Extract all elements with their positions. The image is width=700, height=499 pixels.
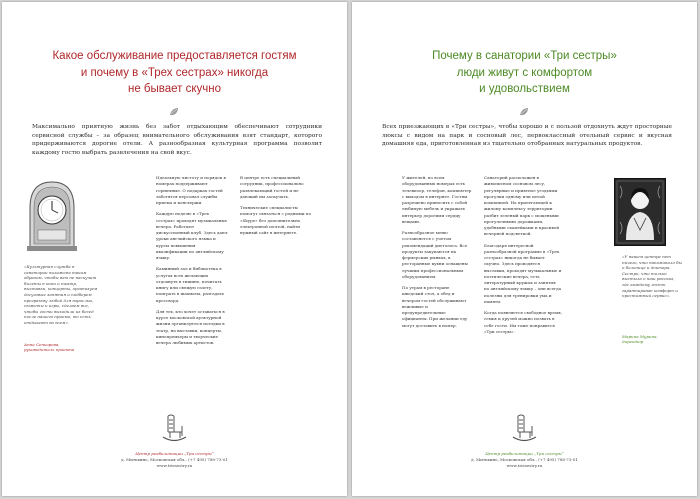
right-column-2: Санаторий расположен в живописном сосновом лесу, регулярные и приятное угодьями прогулки одному или целой компанией. На прилегающей к жилому комплексу территории разбит зеленый парк с мощеными прогулочными дорожками, удобными скамейками и красивой вечерней подсветкой. Благодаря интересной разнообразной программе в «Трех сестрах» никогда не бывает скучно. Здесь проводятся выставки, проходят музыкальные и поэтические вечера, есть литературный кружок и занятия по английскому языку – они всегда полезны для тренировки ума и памяти. Когда появляется свободное время, семья и друзей можно позвать в себе гости. Им тоже понравится «Три сестры». <box>484 175 563 334</box>
right-column-1: У жителей, по всем оборудованных номерах есть телевизор, телефон, компьютер с выходом в интернет. Гостям разрешено приносить с собой любимую мебель и украшать интерьер дорогими сердцу вещами. Разнообразное меню составляется с учетом рекомендаций диетолога. Все продукты закупаются на фермерских рынках, в ресторанные кухни оснащены лучшим профессиональным оборудованием. По утрам в ресторане шведский стол, а обед и вечером гостей обслуживают вежливые и предупредительные официанты. При желании еду могут доставить в номер. <box>402 175 472 328</box>
leaf-ornament-icon <box>169 107 179 117</box>
left-column-1: Идеальную чистоту и порядок в номерах поддерживают горничные. О подарках гостей заботятся персонал службы приема и консьержи. Каждую неделю в «Трех сестрах» проводят музыкальные вечера. Работают дискуссионный клуб. Здесь дают уроки английского языка и курсы повышения квалификации по английскому языку. Каминный зал и библиотека в услугах всех желающих отдохнуть в тишине, почитать книгу или свежую газету, поиграть в шахматы, разгадать кроссворд. Для тех, кто хочет оставаться в курсе московской культурной жизни организуются поездки в театр, на выставки, концерты, кинопремьеры и творческие вечера любимых артистов. <box>156 175 228 345</box>
left-quote-author: Анна Сеньорова, руководитель проекта <box>24 342 75 353</box>
leaf-ornament-icon <box>519 107 529 117</box>
left-heading: Какое обслуживание предоставляется гостям и почему в «Трех сестрах» никогда не бывает скучно <box>52 50 297 95</box>
left-page <box>2 2 347 496</box>
left-footer: Центр реабилитации „Три сестры“ д. Митькино, Московская обл., (+7 495) 788-73-01 www.triesestry.ru <box>121 451 228 468</box>
right-quote: «У нашем центре нет ничего, что напоминало бы о больнице и доктора. Сестро, что только выстыла о наш рассказ, где каждому гостю гарантирован комфорт и престижный сервис». <box>622 254 682 299</box>
rocking-chair-icon <box>510 414 538 444</box>
left-column-2: В центре есть специальный сотрудник, профессионально развлекающий гостей и не дающий им заскучать. Технические специалисты помогут связаться с родными по «Skype» без дополнительно электронной почтой, найти нужный сайт в интернете. <box>240 175 312 235</box>
left-quote: «Культурная служба в санатории налажена таким образом, чтобы вам не наскучит билеты в кино и театр, выставки, концерты, организуем досуговые занятия и подберем программу любой для взрослых, сюжеты и игры, сделаем все, чтобы гости выходили из бесед после нашего приема, то есть отдыхают во всем». <box>24 264 98 325</box>
right-footer: Центр реабилитации „Три сестры“ д. Митькино, Московская обл., (+7 495) 788-73-01 www.triesestry.ru <box>471 451 578 468</box>
right-page <box>352 2 697 496</box>
left-lead-paragraph: Максимально приятную жизнь без забот отдыхающим обеспечивают сотрудники сервисной службы – за образец внимательного обслуживания взят стандарт, которого придерживаются дорогие отели. А разнообразная культурная программа позволит каждому гостю выбрать развлечения на свой вкус. <box>32 124 322 156</box>
mantel-clock-icon <box>24 178 80 252</box>
portrait-engraving-icon <box>614 178 666 246</box>
right-lead-paragraph: Всех приезжающих в «Три сестры», чтобы хорошо и с пользой отдохнуть ждут просторные люксы с видом на парк и сосновый лес, первоклассный отельный сервис и вкусная домашняя еда, приготовленная из тщательно отобранных натуральных продуктов. <box>382 124 672 148</box>
right-quote-author: Марина Мурина, директор <box>622 334 658 345</box>
rocking-chair-icon <box>160 414 188 444</box>
right-heading: Почему в санатории «Три сестры» люди живут с комфортом и удовольствием <box>432 50 617 95</box>
